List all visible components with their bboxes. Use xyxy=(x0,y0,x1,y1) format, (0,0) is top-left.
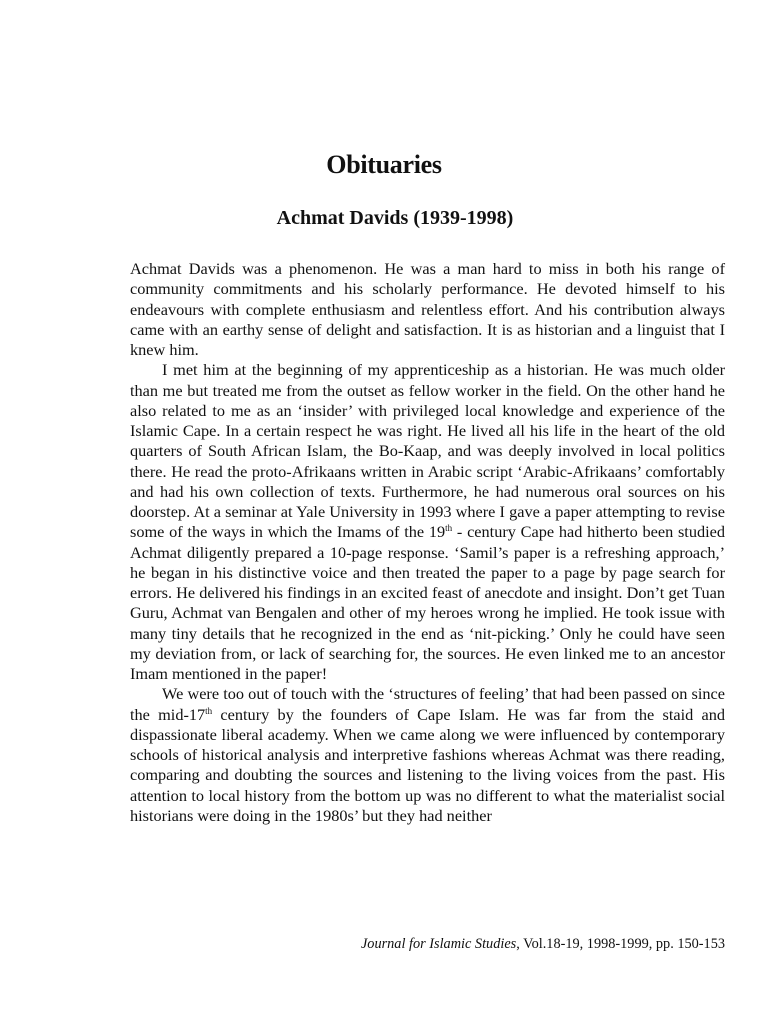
paragraph-3-part-a: We were too out of touch with the ‘structures of feeling’ that had been passed on since the mid-17 xyxy=(130,684,725,724)
paragraph-3-superscript: th xyxy=(205,705,213,716)
obituary-body xyxy=(130,259,725,826)
paragraph-2-superscript: th xyxy=(445,523,453,534)
paragraph-2-part-b: - century Cape had hitherto been studied Achmat diligently prepared a 10-page response. ‘Samil’s paper is a refreshing approach,’ he began in his distinctive voice and then treated the paper to a page by page search for errors. He delivered his findings in an excited feast of anecdote and insight. Don’t get Tuan Guru, Achmat van Bengalen and other of my heroes wrong he implied. He took issue with many tiny details that he recognized in the end as ‘nit-picking.’ Only he could have seen my deviation from, or lack of searching for, the sources. He even linked me to an ancestor Imam mentioned in the paper! xyxy=(130,522,725,683)
journal-citation: , Vol.18-19, 1998-1999, pp. 150-153 xyxy=(516,936,725,952)
paragraph-3-part-b: century by the founders of Cape Islam. He was far from the staid and dispassionate liberal academy. When we came along we were influenced by contemporary schools of historical analysis and interpretive fashions whereas Achmat was there reading, comparing and doubting the sources and listening to the living voices from the past. His attention to local history from the bottom up was no different to what the materialist social historians were doing in the 1980s’ but they had neither xyxy=(130,704,725,825)
page-footer xyxy=(200,936,725,953)
paragraph-2-part-a: I met him at the beginning of my apprenticeship as a historian. He was much older than me but treated me from the outset as fellow worker in the field. On the other hand he also related to me as an ‘insider’ with privileged local knowledge and experience of the Islamic Cape. In a certain respect he was right. He lived all his life in the heart of the old quarters of South African Islam, the Bo-Kaap, and was deeply involved in local politics there. He read the proto-Afrikaans written in Arabic script ‘Arabic-Afrikaans’ comfortably and had his own collection of texts. Furthermore, he had numerous oral sources on his doorstep. At a seminar at Yale University in 1993 where I gave a paper attempting to revise some of the ways in which the Imams of the 19 xyxy=(130,360,725,542)
journal-name: Journal for Islamic Studies xyxy=(360,936,517,952)
article-title: Achmat Davids (1939-1998) xyxy=(276,207,514,229)
section-title: Obituaries xyxy=(326,150,442,179)
paragraph-2 xyxy=(130,360,725,684)
paragraph-1: Achmat Davids was a phenomenon. He was a man hard to miss in both his range of community commitments and his scholarly performance. He devoted himself to his endeavours with complete enthusiasm and relentless effort. And his contribution always came with an earthy sense of delight and satisfaction. It is as historian and a linguist that I knew him. xyxy=(130,259,725,359)
paragraph-3 xyxy=(130,684,725,826)
